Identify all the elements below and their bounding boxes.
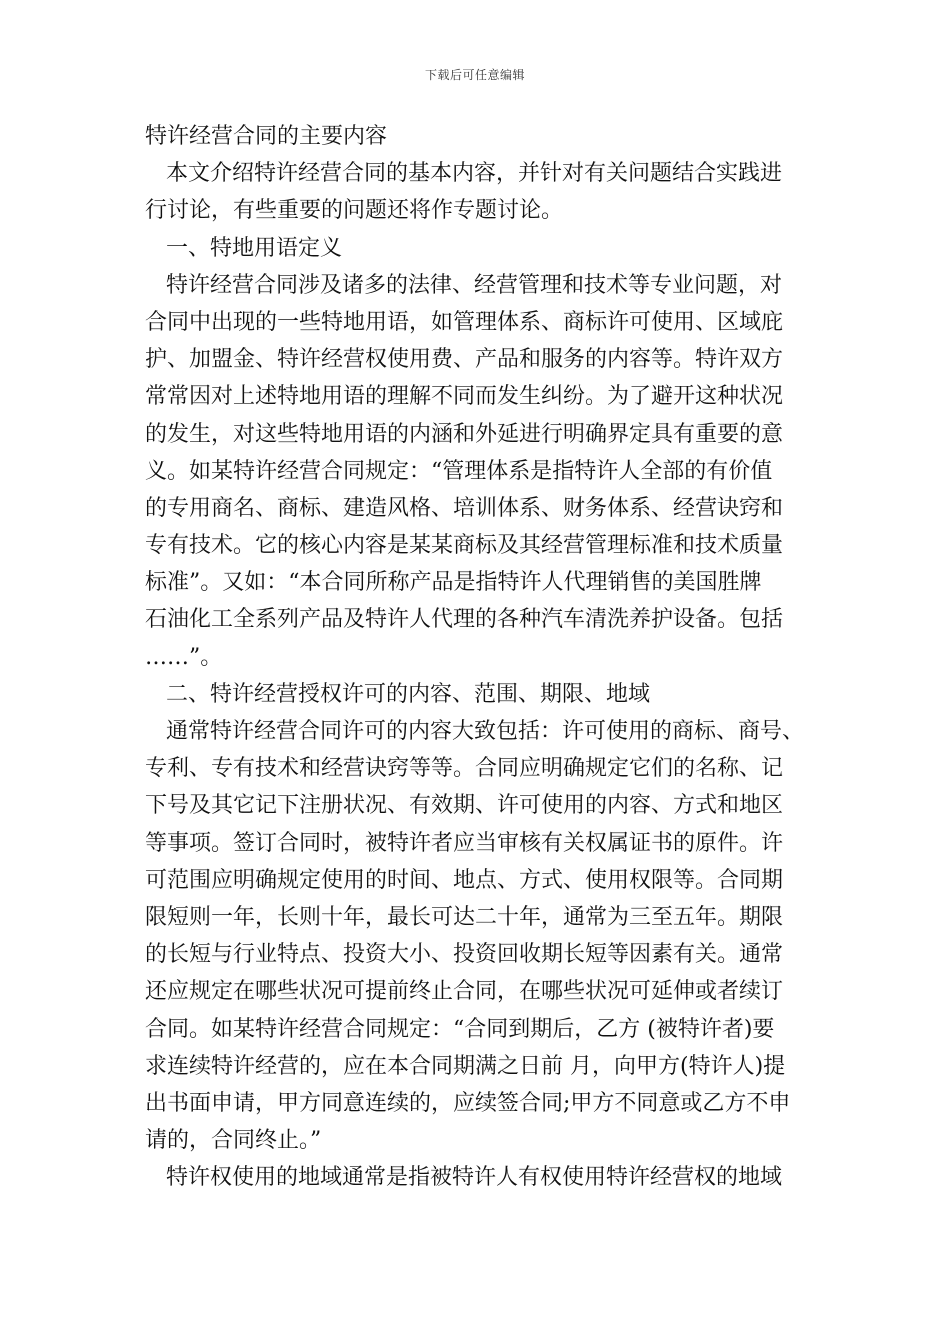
text-line: 本文介绍特许经营合同的基本内容，并针对有关问题结合实践进	[166, 161, 783, 187]
text-line: 可范围应明确规定使用的时间、地点、方式、使用权限等。合同期	[145, 867, 784, 893]
text-line: 常常因对上述特地用语的理解不同而发生纠纷。为了避开这种状况	[145, 384, 784, 410]
text-line: 护、加盟金、特许经营权使用费、产品和服务的内容等。特许双方	[145, 347, 784, 373]
text-line: 特许经营合同涉及诸多的法律、经营管理和技术等专业问题，对	[166, 272, 783, 298]
text-line: 请的，合同终止。”	[145, 1128, 322, 1154]
text-line: 的专用商名、商标、建造风格、培训体系、财务体系、经营诀窍和	[145, 495, 784, 521]
text-line: 特许权使用的地域通常是指被特许人有权使用特许经营权的地域	[166, 1165, 783, 1191]
text-line: 一、特地用语定义	[166, 235, 343, 261]
text-line: 合同。如某特许经营合同规定：“合同到期后，乙方 (被特许者)要	[145, 1016, 775, 1042]
header-note: 下载后可任意编辑	[424, 68, 525, 82]
document-body	[145, 118, 835, 1196]
text-line: 石油化工全系列产品及特许人代理的各种汽车清洗养护设备。包括	[145, 607, 784, 633]
text-line: 的发生，对这些特地用语的内涵和外延进行明确界定具有重要的意	[145, 421, 784, 447]
text-line: 通常特许经营合同许可的内容大致包括：许可使用的商标、商号、	[166, 719, 805, 744]
text-line: 还应规定在哪些状况可提前终止合同，在哪些状况可延伸或者续订	[145, 979, 784, 1005]
document-title: 特许经营合同的主要内容	[145, 124, 388, 149]
text-line: 等事项。签订合同时，被特许者应当审核有关权属证书的原件。许	[145, 830, 784, 856]
text-line: ……”。	[145, 644, 223, 670]
text-line: 出书面申请，甲方同意连续的，应续签合同;甲方不同意或乙方不申	[145, 1090, 791, 1116]
text-line: 合同中出现的一些特地用语，如管理体系、商标许可使用、区域庇	[145, 309, 784, 335]
text-line: 的长短与行业特点、投资大小、投资回收期长短等因素有关。通常	[145, 942, 784, 968]
text-line: 求连续特许经营的，应在本合同期满之日前 月，向甲方(特许人)提	[145, 1053, 786, 1079]
text-line: 专利、专有技术和经营诀窍等等。合同应明确规定它们的名称、记	[145, 756, 784, 782]
text-line: 义。如某特许经营合同规定：“管理体系是指特许人全部的有价值	[145, 458, 773, 484]
text-line: 下号及其它记下注册状况、有效期、许可使用的内容、方式和地区	[145, 793, 784, 819]
text-line: 行讨论，有些重要的问题还将作专题讨论。	[145, 198, 564, 224]
text-line: 标准”。又如：“本合同所称产品是指特许人代理销售的美国胜牌	[145, 570, 762, 596]
text-line: 专有技术。它的核心内容是某某商标及其经营管理标准和技术质量	[145, 533, 784, 559]
text-line: 二、特许经营授权许可的内容、范围、期限、地域	[166, 681, 651, 707]
text-line: 限短则一年，长则十年，最长可达二十年，通常为三至五年。期限	[145, 904, 784, 930]
